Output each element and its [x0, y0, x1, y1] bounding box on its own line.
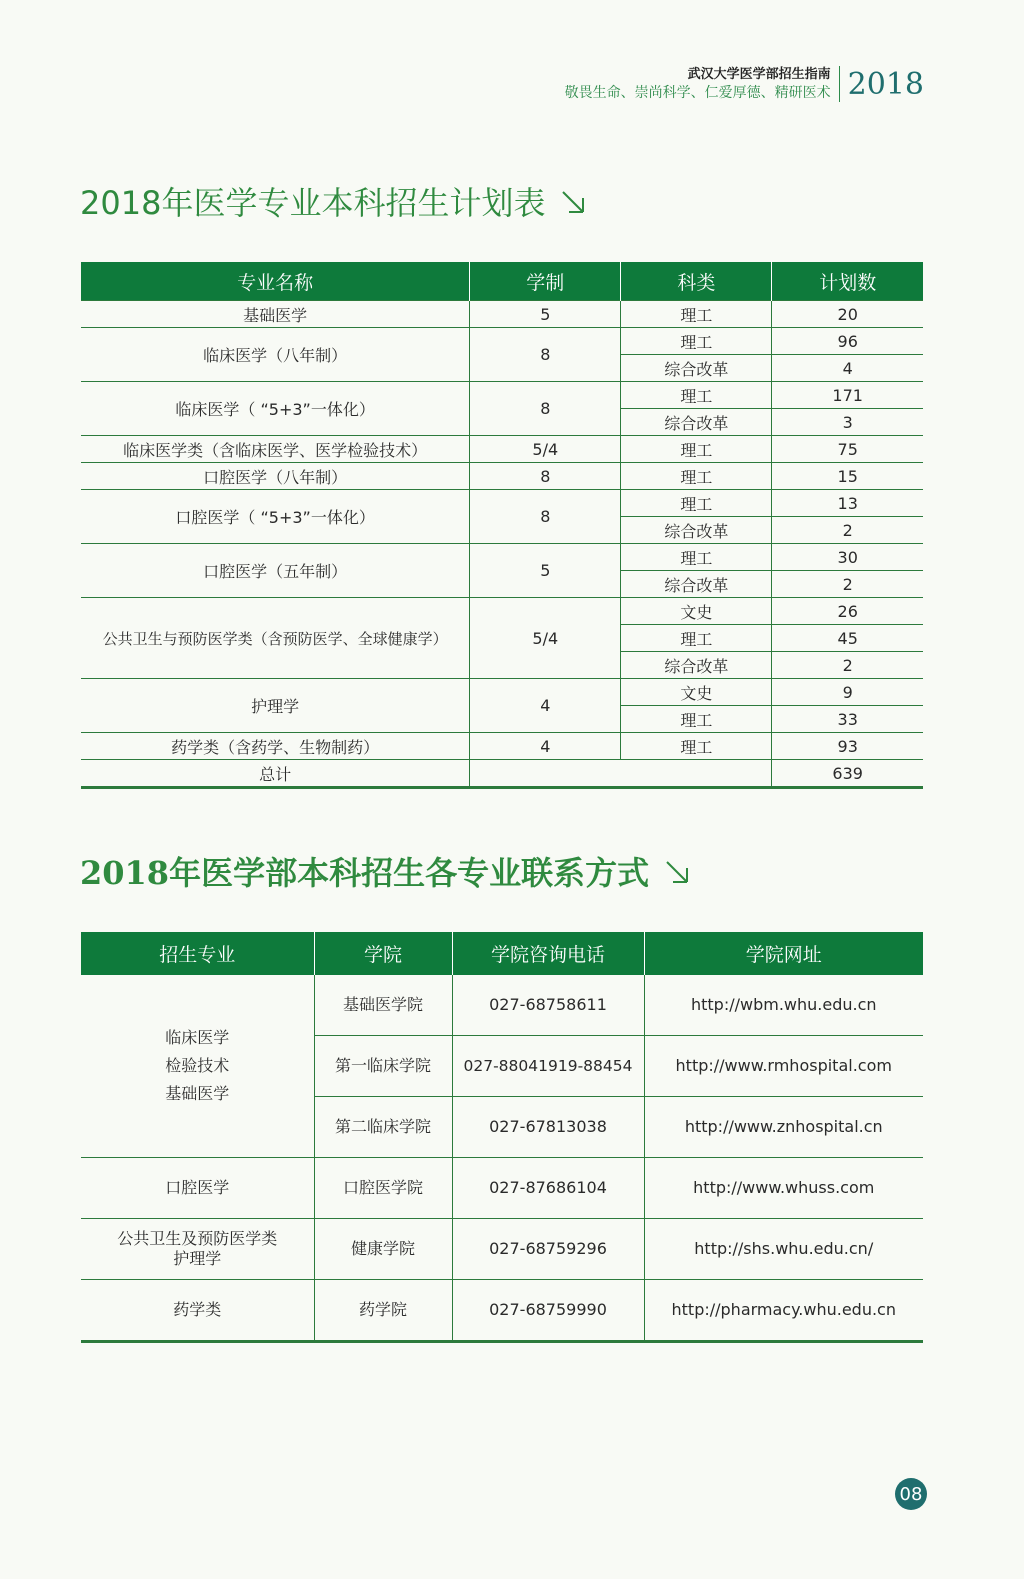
category-cell: 理工	[621, 625, 772, 652]
category-cell: 理工	[621, 301, 772, 328]
table-row	[81, 301, 923, 328]
url-link[interactable]: http://shs.whu.edu.cn/	[644, 1219, 923, 1280]
major-line: 护理学	[173, 1249, 222, 1268]
count-cell: 2	[772, 571, 923, 598]
major-line: 临床医学	[165, 1028, 230, 1047]
table-row	[81, 1219, 923, 1280]
phone-cell: 027-87686104	[452, 1158, 644, 1219]
years-cell: 5/4	[470, 598, 621, 679]
url-link[interactable]: http://www.znhospital.cn	[644, 1097, 923, 1158]
years-cell: 8	[470, 328, 621, 382]
table-row	[81, 1280, 923, 1342]
major-cell: 口腔医学（ “5+3”一体化）	[81, 490, 470, 544]
phone-cell: 027-88041919-88454	[452, 1036, 644, 1097]
page-header	[565, 66, 924, 102]
count-cell: 75	[772, 436, 923, 463]
category-cell: 理工	[621, 733, 772, 760]
url-link[interactable]: http://wbm.whu.edu.cn	[644, 975, 923, 1036]
header-year: 2018	[847, 66, 924, 102]
table-row	[81, 328, 923, 355]
category-cell: 理工	[621, 463, 772, 490]
table-row	[81, 598, 923, 625]
category-cell: 理工	[621, 706, 772, 733]
contact-table	[81, 932, 923, 1343]
header-url: 学院网址	[644, 932, 923, 975]
table-header-row	[81, 932, 923, 975]
total-row	[81, 760, 923, 788]
motto: 敬畏生命、崇尚科学、仁爱厚德、精研医术	[564, 85, 831, 101]
major-cell: 口腔医学（八年制）	[81, 463, 470, 490]
category-cell: 综合改革	[621, 409, 772, 436]
major-cell: 护理学	[81, 679, 470, 733]
count-cell: 93	[772, 733, 923, 760]
table-row	[81, 463, 923, 490]
count-cell: 13	[772, 490, 923, 517]
phone-cell: 027-67813038	[452, 1097, 644, 1158]
major-cell: 口腔医学（五年制）	[81, 544, 470, 598]
table-row	[81, 544, 923, 571]
arrow-down-right-icon	[663, 856, 693, 886]
phone-cell: 027-68758611	[452, 975, 644, 1036]
category-cell: 理工	[621, 490, 772, 517]
major-cell: 临床医学（ “5+3”一体化）	[81, 382, 470, 436]
major-line: 基础医学	[165, 1084, 230, 1103]
count-cell: 15	[772, 463, 923, 490]
school-cell: 第二临床学院	[314, 1097, 452, 1158]
count-cell: 45	[772, 625, 923, 652]
table-row	[81, 679, 923, 706]
url-link[interactable]: http://www.rmhospital.com	[644, 1036, 923, 1097]
category-cell: 文史	[621, 679, 772, 706]
header-major: 招生专业	[81, 932, 314, 975]
years-cell: 8	[470, 490, 621, 544]
count-cell: 26	[772, 598, 923, 625]
table-header-row	[81, 262, 923, 301]
header-years: 学制	[470, 262, 621, 301]
major-line: 检验技术	[165, 1056, 230, 1075]
major-line: 公共卫生及预防医学类	[117, 1229, 278, 1248]
plan-title-text: 2018年医学专业本科招生计划表	[80, 184, 546, 222]
category-cell: 理工	[621, 436, 772, 463]
contact-title-text: 2018年医学部本科招生各专业联系方式	[80, 854, 650, 892]
header-category: 科类	[621, 262, 772, 301]
phone-cell: 027-68759296	[452, 1219, 644, 1280]
category-cell: 理工	[621, 328, 772, 355]
years-cell: 4	[470, 679, 621, 733]
major-cell: 临床医学（八年制）	[81, 328, 470, 382]
header-school: 学院	[314, 932, 452, 975]
category-cell: 文史	[621, 598, 772, 625]
header-phone: 学院咨询电话	[452, 932, 644, 975]
school-cell: 基础医学院	[314, 975, 452, 1036]
header-text	[565, 66, 840, 102]
phone-cell: 027-68759990	[452, 1280, 644, 1342]
count-cell: 30	[772, 544, 923, 571]
years-cell: 5	[470, 544, 621, 598]
count-cell: 4	[772, 355, 923, 382]
major-cell: 药学类	[81, 1280, 314, 1342]
enrollment-plan-table	[81, 262, 923, 789]
header-major: 专业名称	[81, 262, 470, 301]
major-cell	[81, 1219, 314, 1280]
category-cell: 理工	[621, 544, 772, 571]
table-row	[81, 1158, 923, 1219]
years-cell: 5/4	[470, 436, 621, 463]
school-cell: 口腔医学院	[314, 1158, 452, 1219]
years-cell: 8	[470, 463, 621, 490]
url-link[interactable]: http://www.whuss.com	[644, 1158, 923, 1219]
table-row	[81, 382, 923, 409]
count-cell: 96	[772, 328, 923, 355]
total-label: 总计	[81, 760, 470, 788]
table-row	[81, 975, 923, 1036]
count-cell: 33	[772, 706, 923, 733]
category-cell: 综合改革	[621, 517, 772, 544]
url-link[interactable]: http://pharmacy.whu.edu.cn	[644, 1280, 923, 1342]
arrow-down-right-icon	[559, 186, 589, 216]
years-cell: 8	[470, 382, 621, 436]
school-title: 武汉大学医学部招生指南	[687, 67, 831, 82]
count-cell: 171	[772, 382, 923, 409]
table-row	[81, 490, 923, 517]
table-row	[81, 733, 923, 760]
years-cell: 4	[470, 733, 621, 760]
header-count: 计划数	[772, 262, 923, 301]
major-cell: 药学类（含药学、生物制药）	[81, 733, 470, 760]
major-cell: 口腔医学	[81, 1158, 314, 1219]
total-empty-cell	[470, 760, 772, 788]
major-cell	[81, 975, 314, 1158]
category-cell: 综合改革	[621, 355, 772, 382]
total-count: 639	[772, 760, 923, 788]
school-cell: 健康学院	[314, 1219, 452, 1280]
category-cell: 综合改革	[621, 652, 772, 679]
count-cell: 2	[772, 517, 923, 544]
category-cell: 综合改革	[621, 571, 772, 598]
contact-section-title	[80, 848, 693, 894]
major-cell: 基础医学	[81, 301, 470, 328]
page-number: 08	[895, 1478, 927, 1510]
school-cell: 第一临床学院	[314, 1036, 452, 1097]
major-cell: 临床医学类（含临床医学、医学检验技术）	[81, 436, 470, 463]
count-cell: 20	[772, 301, 923, 328]
major-cell: 公共卫生与预防医学类（含预防医学、全球健康学）	[81, 598, 470, 679]
count-cell: 3	[772, 409, 923, 436]
count-cell: 2	[772, 652, 923, 679]
table-row	[81, 436, 923, 463]
years-cell: 5	[470, 301, 621, 328]
school-cell: 药学院	[314, 1280, 452, 1342]
plan-section-title	[80, 178, 589, 224]
category-cell: 理工	[621, 382, 772, 409]
count-cell: 9	[772, 679, 923, 706]
